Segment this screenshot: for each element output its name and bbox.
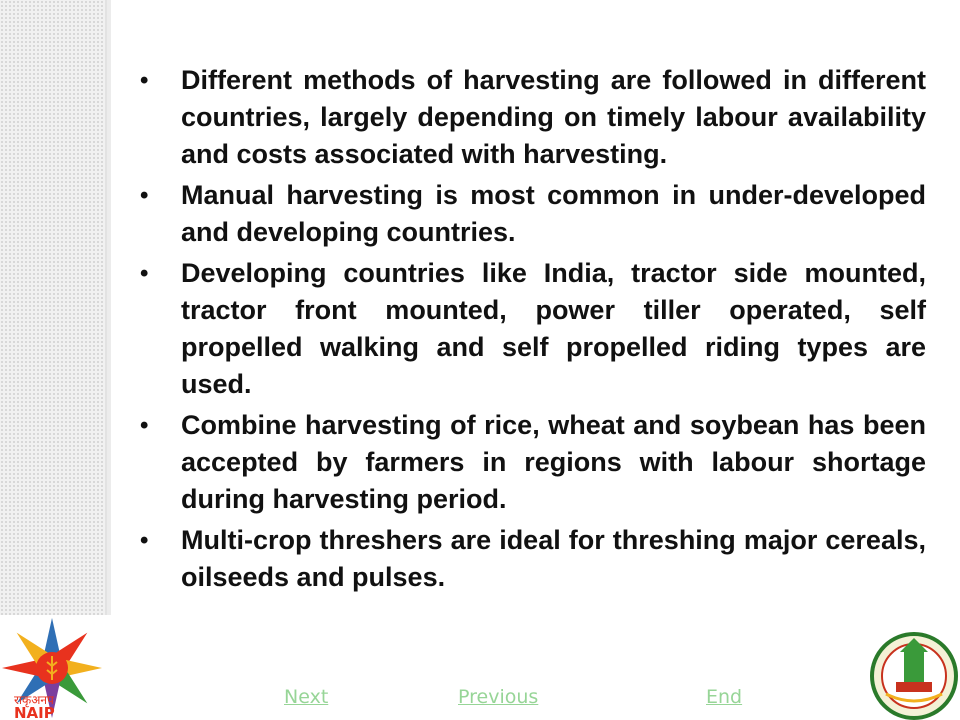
slide-content <box>130 62 926 600</box>
bullet-item <box>130 255 926 403</box>
slide-navigation <box>0 686 960 716</box>
bullet-text: Multi-crop threshers are ideal for threshing major cereals, oilseeds and pulses. <box>181 525 926 592</box>
bullet-item <box>130 522 926 596</box>
bullet-text: Developing countries like India, tractor side mounted, tractor front mounted, power tiller operated, self propelled walking and self propelled riding types are used. <box>181 258 926 399</box>
bullet-dot-icon: • <box>140 412 149 439</box>
bullet-dot-icon: • <box>140 182 149 209</box>
bullet-text: Different methods of harvesting are followed in different countries, largely depending on timely labour availability and costs associated with harvesting. <box>181 65 926 169</box>
bullet-item <box>130 177 926 251</box>
bullet-text: Manual harvesting is most common in under-developed and developing countries. <box>181 180 926 247</box>
bullet-dot-icon: • <box>140 527 149 554</box>
previous-link[interactable]: Previous <box>458 686 539 708</box>
end-link[interactable]: End <box>706 686 743 708</box>
bullet-text: Combine harvesting of rice, wheat and soybean has been accepted by farmers in regions with labour shortage during harvesting period. <box>181 410 926 514</box>
naip-label: NAIP <box>14 704 55 720</box>
bullet-list <box>130 62 926 596</box>
naip-hindi-label: राकृअनप <box>14 693 54 707</box>
next-link[interactable]: Next <box>284 686 329 708</box>
bullet-item <box>130 407 926 518</box>
bullet-dot-icon: • <box>140 260 149 287</box>
bullet-item <box>130 62 926 173</box>
bullet-dot-icon: • <box>140 67 149 94</box>
decorative-side-strip <box>0 0 107 615</box>
